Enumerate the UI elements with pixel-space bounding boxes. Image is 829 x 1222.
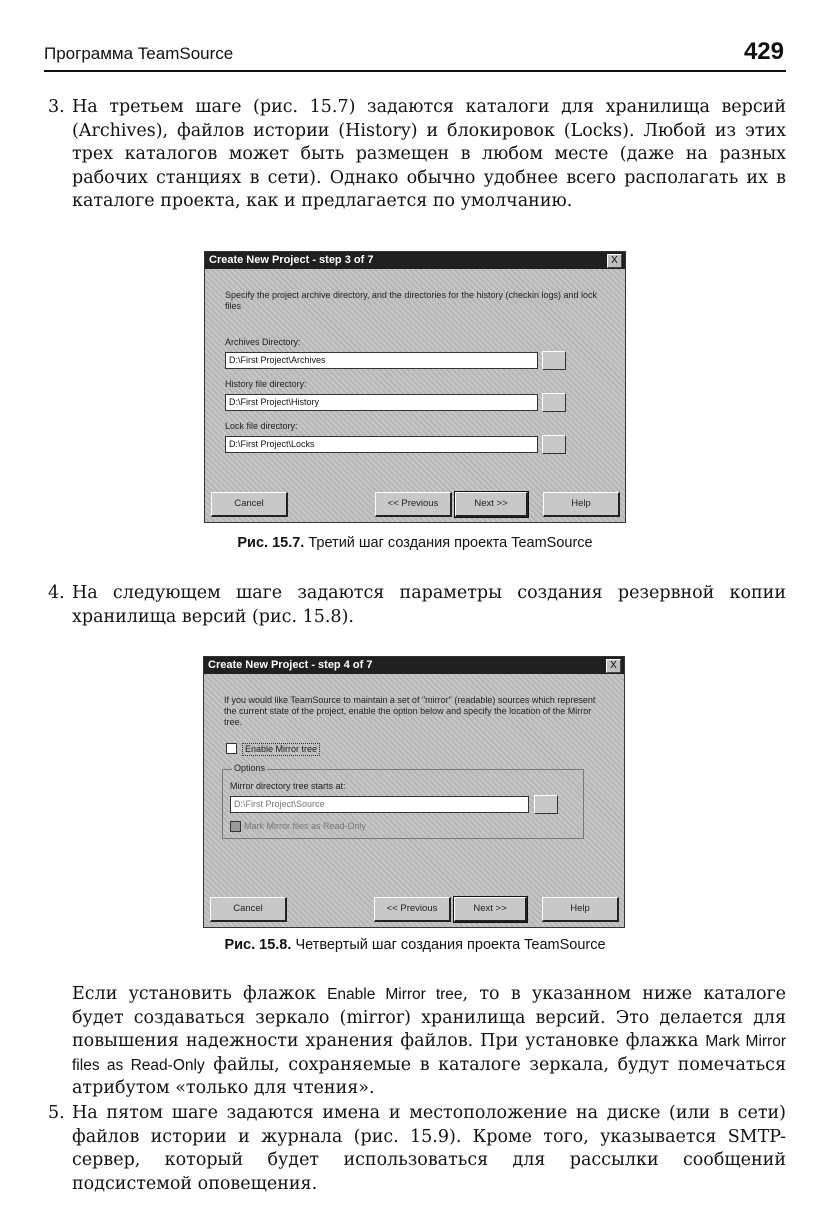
readonly-term: Mark Mirror files as Read-Only — [72, 1033, 786, 1074]
help-button[interactable]: Help — [543, 492, 620, 517]
item-4-number: 4. — [48, 583, 65, 603]
previous-button[interactable]: << Previous — [374, 897, 451, 922]
lock-input[interactable]: D:\First Project\Locks — [225, 436, 538, 453]
lock-label: Lock file directory: — [225, 421, 298, 431]
dialog-step-3 — [204, 251, 626, 523]
caption-text: Третий шаг создания проекта TeamSource — [308, 535, 593, 551]
next-button[interactable]: Next >> — [454, 897, 527, 922]
enable-mirror-term: Enable Mirror tree — [327, 986, 463, 1003]
item-5-number: 5. — [48, 1103, 65, 1123]
mirror-dir-input[interactable]: D:\First Project\Source — [230, 796, 529, 813]
previous-button[interactable]: << Previous — [375, 492, 452, 517]
close-icon[interactable]: X — [606, 659, 621, 673]
dialog-title: Create New Project - step 3 of 7 — [209, 254, 374, 266]
running-header — [44, 40, 786, 72]
lock-browse-button[interactable] — [542, 435, 566, 454]
dialog-title-bar — [204, 657, 624, 674]
cancel-button[interactable]: Cancel — [210, 897, 287, 922]
history-label: History file directory: — [225, 379, 307, 389]
readonly-checkbox[interactable] — [230, 821, 241, 832]
caption-number: Рис. 15.7. — [237, 535, 305, 551]
item-5-text: На пятом шаге задаются имена и местоположение на диске (или в сети) файлов истории и журнала (рис. 15.9). Кроме того, указывается SMTP-сервер, который будет использоваться для рассылки сообщений подсистемой оповещения. — [72, 1103, 786, 1194]
figure-15-7-caption — [150, 535, 680, 551]
readonly-label: Mark Mirror files as Read-Only — [244, 821, 367, 831]
mirror-text-2: , то в указанном ниже каталоге будет создаваться зеркало (mirror) хранилища версий. Это делается для повышения надежности хранения файлов. При установке флажка — [72, 984, 787, 1051]
item-3-text: На третьем шаге (рис. 15.7) задаются каталоги для хранилища версий (Archives), файлов истории (History) и блокировок (Locks). Любой из этих трех каталогов может быть размещен в любом месте (даже на разных рабочих станциях в сети). Однако обычно удобнее всего располагать их в каталоге проекта, как и предлагается по умолчанию. — [72, 97, 786, 211]
header-title: Программа TeamSource — [44, 44, 234, 63]
archives-label: Archives Directory: — [225, 337, 301, 347]
item-3-number: 3. — [48, 97, 65, 117]
enable-mirror-checkbox[interactable] — [226, 743, 237, 754]
dialog-step-4 — [203, 656, 625, 928]
enable-mirror-label[interactable]: Enable Mirror tree — [242, 743, 320, 756]
dialog-title-bar — [205, 252, 625, 269]
mirror-dir-label: Mirror directory tree starts at: — [230, 781, 346, 791]
page-number: 429 — [743, 38, 784, 65]
dialog-intro: Specify the project archive directory, and the directories for the history (checkin logs) and lock files — [225, 290, 598, 311]
figure-15-8-caption — [150, 937, 680, 953]
mirror-paragraph — [72, 983, 786, 1101]
help-button[interactable]: Help — [542, 897, 619, 922]
dialog-intro: If you would like TeamSource to maintain a set of "mirror" (readable) sources which represent the current state of the project, enable the option below and specify the location of the Mirror tree. — [224, 695, 596, 727]
caption-number: Рис. 15.8. — [224, 937, 292, 953]
dialog-title: Create New Project - step 4 of 7 — [208, 659, 373, 671]
mirror-browse-button[interactable] — [534, 795, 558, 814]
mirror-text-3: файлы, сохраняемые в каталоге зеркала, будут помечаться атрибутом «только для чтения». — [72, 1054, 786, 1098]
options-label: Options — [234, 763, 266, 773]
caption-text: Четвертый шаг создания проекта TeamSource — [295, 937, 606, 953]
archives-browse-button[interactable] — [542, 351, 566, 370]
history-browse-button[interactable] — [542, 393, 566, 412]
cancel-button[interactable]: Cancel — [211, 492, 288, 517]
next-button[interactable]: Next >> — [455, 492, 528, 517]
history-input[interactable]: D:\First Project\History — [225, 394, 538, 411]
archives-input[interactable]: D:\First Project\Archives — [225, 352, 538, 369]
item-4-text: На следующем шаге задаются параметры создания резервной копии хранилища версий (рис. 15.8). — [72, 583, 786, 627]
mirror-text-1: Если установить флажок — [72, 984, 328, 1004]
close-icon[interactable]: X — [607, 254, 622, 268]
